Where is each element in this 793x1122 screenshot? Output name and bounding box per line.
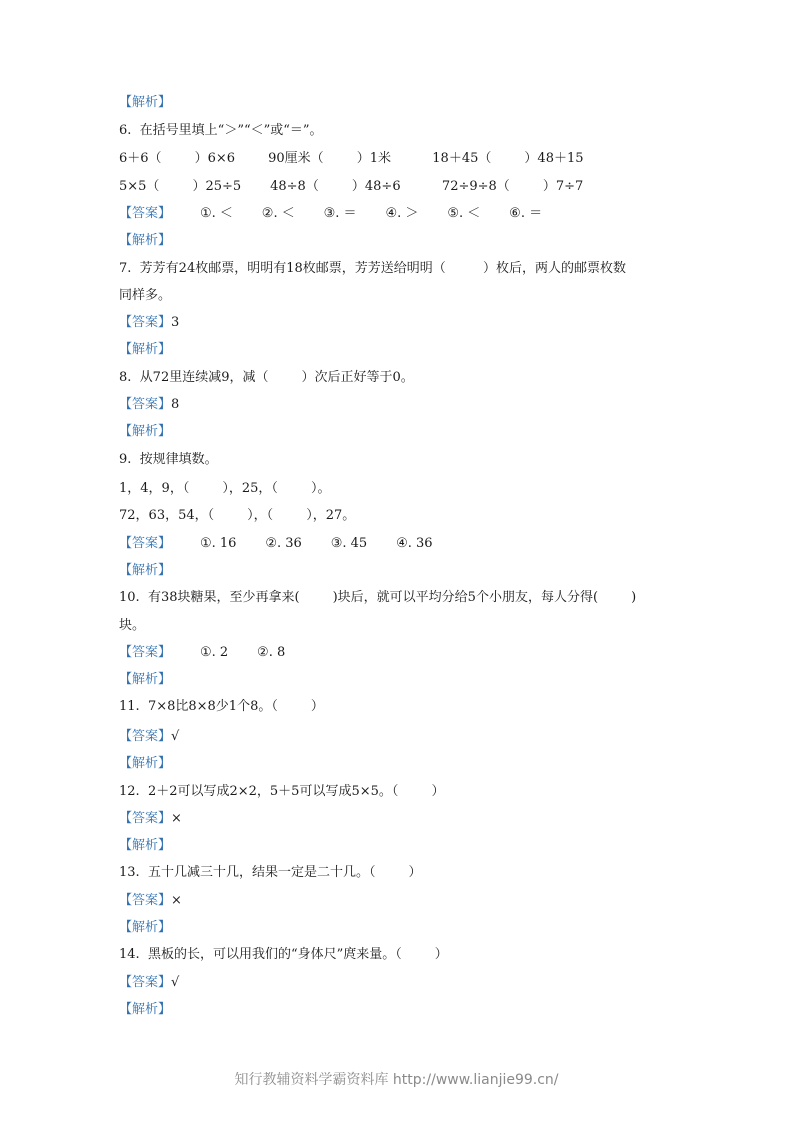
question-10-stem-cont: 块。 — [119, 618, 146, 633]
analysis-label: 【解析】 — [119, 424, 172, 439]
answer-line — [119, 975, 179, 991]
question-9-stem: 9. 按规律填数。 — [119, 452, 218, 467]
answer-line — [119, 893, 182, 909]
question-7-stem-cont: 同样多。 — [119, 288, 172, 303]
answer-label: 【答案】 — [119, 893, 172, 908]
answer-label: 【答案】 — [119, 645, 172, 660]
analysis-label: 【解析】 — [119, 1002, 172, 1017]
answer-value: √ — [171, 729, 180, 744]
question-12-stem: 12. 2＋2可以写成2×2，5＋5可以写成5×5。（ ） — [119, 784, 445, 799]
answer-value: × — [171, 811, 182, 826]
answer-line — [119, 206, 542, 222]
answer-value: ①. 16 ②. 36 ③. 45 ④. 36 — [171, 536, 433, 551]
question-9-row-1: 1，4，9，（ ），25，（ ）。 — [119, 481, 331, 496]
answer-label: 【答案】 — [119, 975, 172, 990]
question-9-row-2: 72，63，54，（ ），（ ），27。 — [119, 508, 356, 523]
question-8-stem: 8. 从72里连续减9，减（ ）次后正好等于0。 — [119, 370, 414, 385]
answer-label: 【答案】 — [119, 811, 172, 826]
answer-line — [119, 536, 433, 552]
answer-label: 【答案】 — [119, 397, 172, 412]
answer-line — [119, 397, 179, 413]
answer-value: ①. ＜ ②. ＜ ③. ＝ ④. ＞ ⑤. ＜ ⑥. ＝ — [171, 206, 543, 221]
question-7-stem: 7. 芳芳有24枚邮票，明明有18枚邮票，芳芳送给明明（ ）枚后，两人的邮票枚数 — [119, 261, 626, 276]
answer-line — [119, 811, 182, 827]
question-6-row-2: 5×5（ ）25÷5 48÷8（ ）48÷6 72÷9÷8（ ）7÷7 — [119, 179, 584, 194]
answer-label: 【答案】 — [119, 206, 172, 221]
question-13-stem: 13. 五十几减三十几，结果一定是二十几。（ ） — [119, 865, 422, 880]
answer-line — [119, 729, 179, 745]
question-14-stem: 14. 黑板的长，可以用我们的“身体尺”庹来量。（ ） — [119, 947, 448, 962]
question-6-row-1: 6＋6（ ）6×6 90厘米（ ）1米 18＋45（ ）48＋15 — [119, 151, 584, 166]
footer-watermark: 知行教辅资料学霸资料库 http://www.lianjie99.cn/ — [234, 1072, 559, 1088]
analysis-label: 【解析】 — [119, 672, 172, 687]
answer-value: √ — [171, 975, 180, 990]
answer-value: 8 — [171, 397, 180, 412]
question-11-stem: 11. 7×8比8×8少1个8。（ ） — [119, 699, 324, 714]
question-10-stem: 10. 有38块糖果，至少再拿来( )块后，就可以平均分给5个小朋友，每人分得( ) — [119, 590, 637, 605]
answer-value: 3 — [171, 315, 180, 330]
analysis-label: 【解析】 — [119, 342, 172, 357]
answer-line — [119, 315, 179, 331]
analysis-label: 【解析】 — [119, 95, 172, 110]
analysis-label: 【解析】 — [119, 920, 172, 935]
answer-value: × — [171, 893, 182, 908]
answer-line — [119, 645, 285, 661]
analysis-label: 【解析】 — [119, 233, 172, 248]
analysis-label: 【解析】 — [119, 756, 172, 771]
analysis-label: 【解析】 — [119, 838, 172, 853]
answer-label: 【答案】 — [119, 729, 172, 744]
answer-value: ①. 2 ②. 8 — [171, 645, 286, 660]
analysis-label: 【解析】 — [119, 563, 172, 578]
answer-label: 【答案】 — [119, 536, 172, 551]
answer-label: 【答案】 — [119, 315, 172, 330]
question-6-stem: 6. 在括号里填上“＞”“＜”或“＝”。 — [119, 123, 323, 138]
